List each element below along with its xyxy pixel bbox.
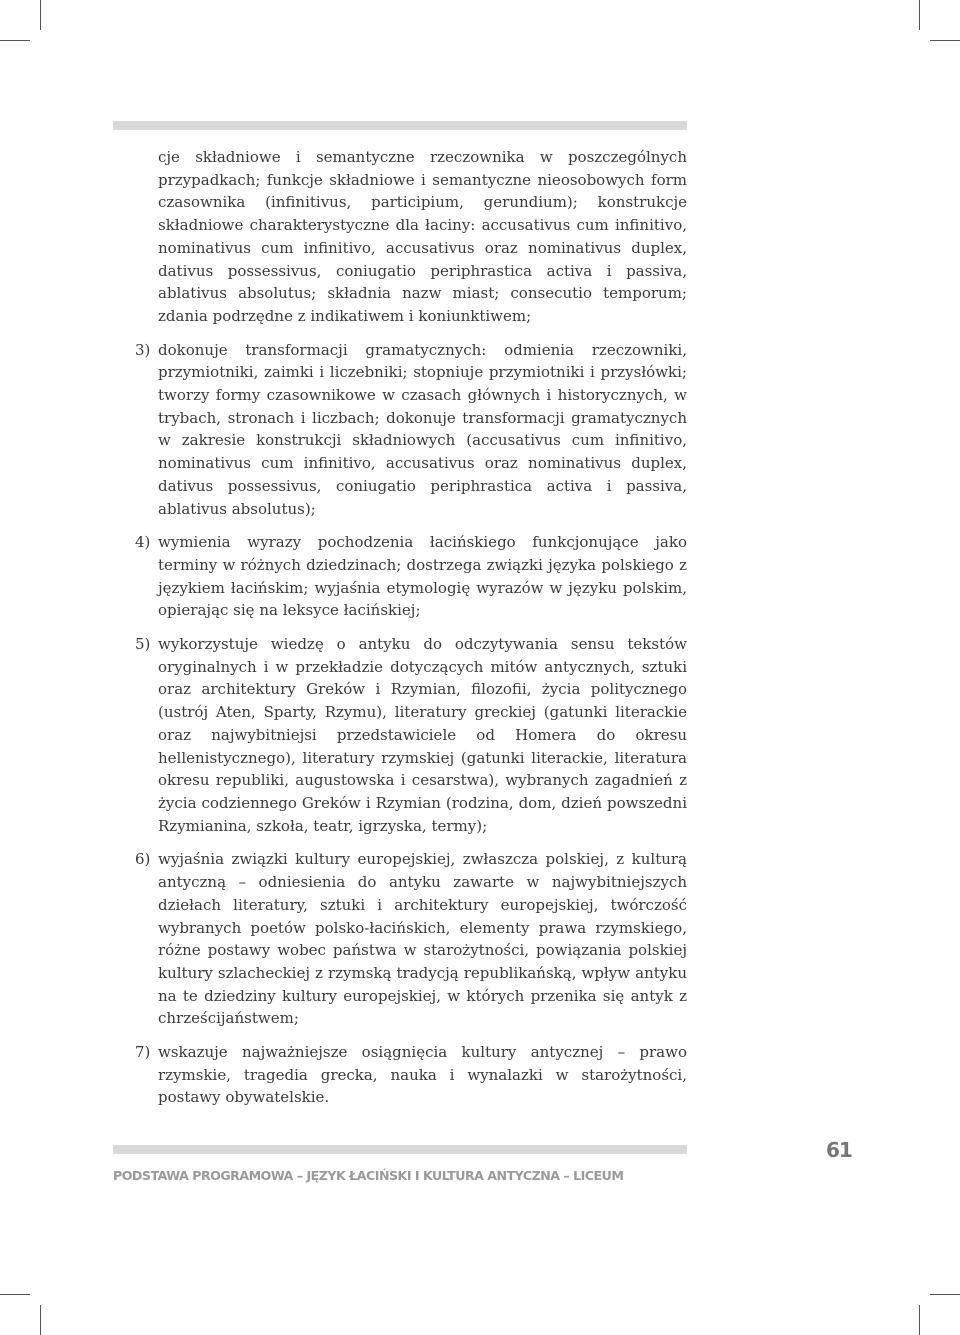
crop-mark	[919, 0, 920, 30]
crop-mark	[930, 1294, 960, 1295]
crop-mark	[40, 1305, 41, 1335]
item-number: 5)	[135, 635, 151, 654]
item-number: 3)	[135, 340, 151, 359]
item-number: 7)	[135, 1043, 151, 1062]
item-text: wymienia wyrazy pochodzenia łacińskiego funkcjonujące jako terminy w różnych dziedzinach; dostrzega związki języka polskiego z językiem łacińskim; wyjaśnia etymologię wyrazów w języku polskim, opierając się na leksyce łacińskiej;	[158, 533, 687, 620]
item-text: wyjaśnia związki kultury europejskiej, zwłaszcza polskiej, z kulturą antyczną – odniesienia do antyku zawarte w najwybitniejszych dziełach literatury, sztuki i architektury europejskiej, twórczość wybranych poetów polsko-łacińskich, elementy prawa rzymskiego, różne postawy wobec państwa w starożytności, powiązania polskiej kultury szlacheckiej z rzymską tradycją republikańską, wpływ antyku na te dziedziny kultury europejskiej, w których przenika się antyk z chrześcijaństwem;	[158, 850, 687, 1028]
crop-mark	[930, 40, 960, 41]
list-item	[135, 531, 687, 622]
list-item	[135, 1041, 687, 1109]
item-text: wskazuje najważniejsze osiągnięcia kultury antycznej – prawo rzymskie, tragedia grecka, nauka i wynalazki w starożytności, postawy obywatelskie.	[158, 1043, 687, 1107]
list-item	[135, 848, 687, 1030]
list-item	[135, 339, 687, 521]
crop-mark	[919, 1305, 920, 1335]
footer-title: PODSTAWA PROGRAMOWA – JĘZYK ŁACIŃSKI I KULTURA ANTYCZNA – LICEUM	[113, 1168, 624, 1183]
item-number: 4)	[135, 533, 151, 552]
crop-mark	[40, 0, 41, 30]
intro-paragraph: cje składniowe i semantyczne rzeczownika w poszczególnych przypadkach; funkcje składniowe i semantyczne nieosobowych form czasownika (infinitivus, participium, gerundium); konstrukcje składniowe charakterystyczne dla łaciny: accusativus cum infinitivo, nominativus cum infinitivo, accusativus oraz nominativus duplex, dativus possessivus, coniugatio periphrastica activa i passiva, ablativus absolutus; składnia nazw miast; consecutio temporum; zdania podrzędne z indikatiwem i koniunktiwem;	[158, 148, 687, 325]
crop-mark	[0, 40, 30, 41]
footer-rule	[113, 1145, 687, 1154]
page-number: 61	[826, 1138, 852, 1162]
item-text: dokonuje transformacji gramatycznych: odmienia rzeczowniki, przymiotniki, zaimki i liczebniki; stopniuje przymiotniki i przysłówki; tworzy formy czasownikowe w czasach głównych i historycznych, w trybach, stronach i liczbach; dokonuje transformacji gramatycznych w zakresie konstrukcji składniowych (accusativus cum infinitivo, nominativus cum infinitivo, accusativus oraz nominativus duplex, dativus possessivus, coniugatio periphrastica activa i passiva, ablativus absolutus);	[158, 340, 687, 518]
item-text: wykorzystuje wiedzę o antyku do odczytywania sensu tekstów oryginalnych i w przekładzie dotyczących mitów antycznych, sztuki oraz architektury Greków i Rzymian, filozofii, życia politycznego (ustrój Aten, Sparty, Rzymu), literatury greckiej (gatunki literackie oraz najwybitniejsi przedstawiciele od Homera do okresu hellenistycznego), literatury rzymskiej (gatunki literackie, literatura okresu republiki, augustowska i cesarstwa), wybranych zagadnień z życia codziennego Greków i Rzymian (rodzina, dom, dzień powszedni Rzymianina, szkoła, teatr, igrzyska, termy);	[158, 635, 687, 835]
header-rule	[113, 121, 687, 130]
list-item	[135, 633, 687, 837]
item-number: 6)	[135, 850, 151, 869]
page-content	[135, 146, 687, 1109]
crop-mark	[0, 1294, 30, 1295]
